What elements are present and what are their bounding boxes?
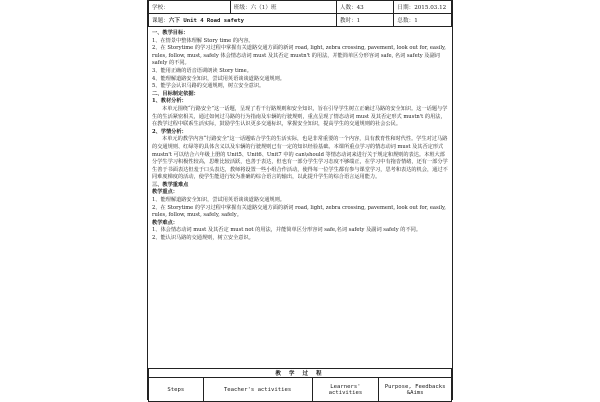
plan-body (148, 27, 452, 349)
total-cell: 总数：1 (394, 14, 452, 27)
goal-item: 5、能学会认识马路的交通规则，树立安全意识。 (152, 83, 265, 90)
goal-item: 1、在情景中整体理解 Story time 的内容。 (152, 37, 254, 44)
goals-title: 一、教学目标： (152, 30, 189, 36)
topic-value: 六下 Unit 4 Road safety (168, 18, 244, 24)
keypoints-title: 三、教学重难点 (152, 181, 189, 188)
goal-item: 3、能用正确的语音语调朗读 Story time。 (152, 67, 252, 74)
goal-item: 2、在 Storytime 的学习过程中掌握有关道路交通方面的新词 road, light, zebra crossing, pavement, look out for, easily, rules, follow, must, safely 体会情态动词 must 及其否定 mustn't 的用法，并能简单区分形容词 safe, 名词 safety 及副词 safely 的不同。 (152, 45, 446, 67)
teaching-hours-cell: 教时：1 (336, 14, 394, 27)
process-table (148, 368, 452, 402)
key-point: 1、能理解道路安全知识，尝试用英语谈谈道路交通规则。 (152, 197, 285, 204)
topic-label: 课题： (152, 18, 169, 24)
topic-cell (149, 14, 337, 27)
date-cell: 日期：2015.03.12 (394, 1, 452, 14)
col-teacher-activities: Teacher's activities (203, 378, 312, 402)
textbook-analysis-title: 1、教材分析： (152, 98, 187, 105)
class-cell: 班级：六（1）班 (230, 1, 336, 14)
textbook-analysis-text: 本单元围绕“行路安全”这一话题，呈现了若干行路规则和安全知识，旨在引导学生树立正确过马路的安全知识。这一话题与学生的生活紧密相关，通过如何过马路的行为指南及车辆的行驶规则，重点呈现了情态动词 must 及其否定形式 mustn't 的用法，在教学过程中联系生活实际，鼓励学生认识更多交通标识，掌握安全知识，提高学生的交通规则的社会公民。 (152, 105, 448, 128)
header-table (148, 0, 452, 27)
difficult-point: 2、能认识马路的交通规则，树立安全意识。 (152, 235, 254, 242)
count-cell: 人数：43 (336, 1, 394, 14)
lesson-plan-sheet (147, 0, 453, 400)
difficult-point: 1、体会情态动词 must 及其否定 must not 的用法，并能简单区分形容词 safe,名词 safety 及副词 safely 的不同。 (152, 227, 422, 234)
process-title: 教 学 过 程 (149, 369, 452, 378)
difficult-title: 教学难点： (152, 219, 178, 226)
col-learners-activities: Learners' activities (312, 378, 379, 402)
learner-analysis-title: 2、学情分析： (152, 128, 187, 135)
key-title: 教学重点： (152, 189, 178, 196)
col-purpose: Purpose, Feedbacks &Aims (379, 378, 452, 402)
school-cell: 学校： (149, 1, 231, 14)
key-point: 2、在 Storytime 的学习过程中掌握有关道路交通方面的新词 road, light, zebra crossing, pavement, look out for, easily, rules, follow, must, safely, safely。 (152, 204, 446, 219)
basis-title: 二、目标制定依据： (152, 90, 199, 97)
goal-item: 4、能理解道路安全知识，尝试用英语谈谈道路交通规则。 (152, 75, 285, 82)
learner-analysis-text: 本单元的教学内容“行路安全”这一话题贴合学生的生活实际，也是非常重要的一个内容，具有教育性和时代性。学生对过马路的交通规则、红绿等的具体含义以及车辆的行驶规则已有一定的知识经验基础。本课所重点学习的情态动词 must 及其否定形式 mustn't 可以结合六年级上册的 Unit5、Unit6、Unit7 中的 can\should 等情态动词来进行关于规定和规则的表达。本班大部分学生学习积极性较高，思维比较活跃，也善于表达，但也有一部分学生学习态度不够端正，在学习中有拖沓情绪，还有一部分学生善于书面表达但羞于口头表达，教师将设置一些小组合作活动，使得每一位学生都有参与课堂学习，思考和表达的机会，通过不同难度梯度的活动，使学生能进行较为准确的综合语言的输出，以此提升学生的综合语言运用能力。 (152, 136, 448, 181)
col-steps: Steps (149, 378, 204, 402)
